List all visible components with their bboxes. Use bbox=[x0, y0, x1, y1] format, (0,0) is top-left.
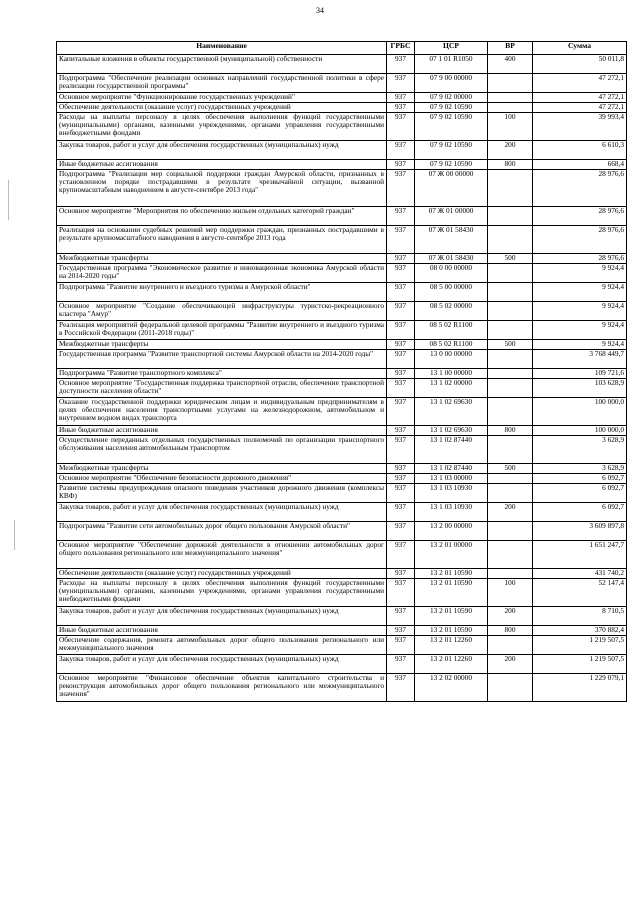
row-sum: 8 710,5 bbox=[533, 607, 627, 626]
row-sum: 9 924,4 bbox=[533, 264, 627, 283]
row-csr: 13 2 01 12260 bbox=[415, 636, 488, 655]
row-sum: 47 272,1 bbox=[533, 93, 627, 103]
row-csr: 07 1 01 R1050 bbox=[415, 55, 488, 74]
table-row bbox=[57, 398, 627, 426]
row-sum: 100 000,0 bbox=[533, 426, 627, 436]
row-csr: 13 2 02 00000 bbox=[415, 674, 488, 702]
table-row bbox=[57, 484, 627, 503]
row-name: Обеспечение деятельности (оказание услуг) государственных учреждений bbox=[57, 569, 387, 579]
header-grbs: ГРБС bbox=[387, 42, 415, 55]
row-name: Подпрограмма "Развитие транспортного комплекса" bbox=[57, 369, 387, 379]
row-grbs: 937 bbox=[387, 226, 415, 254]
row-vr bbox=[488, 321, 533, 340]
header-sum: Сумма bbox=[533, 42, 627, 55]
row-grbs: 937 bbox=[387, 607, 415, 626]
row-sum: 28 976,6 bbox=[533, 170, 627, 207]
table-row bbox=[57, 464, 627, 474]
row-vr bbox=[488, 569, 533, 579]
row-sum: 3 609 897,8 bbox=[533, 522, 627, 541]
row-sum: 28 976,6 bbox=[533, 226, 627, 254]
row-name: Основное мероприятие "Мероприятия по обеспечению жильем отдельных категорий граждан" bbox=[57, 207, 387, 226]
table-row bbox=[57, 160, 627, 170]
header-vr: ВР bbox=[488, 42, 533, 55]
row-csr: 08 0 00 00000 bbox=[415, 264, 488, 283]
row-csr: 13 1 00 00000 bbox=[415, 369, 488, 379]
row-sum: 9 924,4 bbox=[533, 340, 627, 350]
row-csr: 13 0 00 00000 bbox=[415, 350, 488, 369]
row-vr bbox=[488, 226, 533, 254]
row-sum: 3 628,9 bbox=[533, 436, 627, 464]
row-vr bbox=[488, 264, 533, 283]
row-sum: 109 721,6 bbox=[533, 369, 627, 379]
row-csr: 07 Ж 00 00000 bbox=[415, 170, 488, 207]
row-csr: 13 2 01 10590 bbox=[415, 607, 488, 626]
row-grbs: 937 bbox=[387, 379, 415, 398]
row-vr: 200 bbox=[488, 655, 533, 674]
table-row bbox=[57, 264, 627, 283]
row-name: Основное мероприятие "Обеспечение безопасности дорожного движения" bbox=[57, 474, 387, 484]
row-grbs: 937 bbox=[387, 464, 415, 474]
row-name: Подпрограмма "Развитие внутреннего и въездного туризма в Амурской области" bbox=[57, 283, 387, 302]
row-name: Расходы на выплаты персоналу в целях обеспечения выполнения функций государственными (муниципальными) органами, казенными учреждениями, органами управления государственными внебюджетными фондами bbox=[57, 579, 387, 607]
row-grbs: 937 bbox=[387, 113, 415, 141]
row-csr: 13 2 01 00000 bbox=[415, 541, 488, 569]
row-grbs: 937 bbox=[387, 655, 415, 674]
table-row bbox=[57, 141, 627, 160]
row-name: Закупка товаров, работ и услуг для обеспечения государственных (муниципальных) нужд bbox=[57, 141, 387, 160]
row-name: Осуществление переданных отдельных государственных полномочий по организации транспортного обслуживания населения автомобильным транспортом bbox=[57, 436, 387, 464]
row-csr: 08 5 02 R1100 bbox=[415, 321, 488, 340]
row-vr bbox=[488, 674, 533, 702]
row-vr: 200 bbox=[488, 141, 533, 160]
table-row bbox=[57, 55, 627, 74]
row-sum: 100 000,0 bbox=[533, 398, 627, 426]
row-name: Реализация мероприятий федеральной целевой программы "Развитие внутреннего и въездного туризма в Российской Федерации (2011-2018 годы)" bbox=[57, 321, 387, 340]
row-grbs: 937 bbox=[387, 74, 415, 93]
row-sum: 1 229 079,1 bbox=[533, 674, 627, 702]
row-grbs: 937 bbox=[387, 426, 415, 436]
table-row bbox=[57, 636, 627, 655]
row-name: Иные бюджетные ассигнования bbox=[57, 160, 387, 170]
row-vr bbox=[488, 302, 533, 321]
row-sum: 431 740,2 bbox=[533, 569, 627, 579]
row-grbs: 937 bbox=[387, 141, 415, 160]
row-sum: 52 147,4 bbox=[533, 579, 627, 607]
table-row bbox=[57, 436, 627, 464]
row-grbs: 937 bbox=[387, 369, 415, 379]
row-csr: 13 1 02 87440 bbox=[415, 464, 488, 474]
row-vr bbox=[488, 398, 533, 426]
table-row bbox=[57, 350, 627, 369]
row-vr bbox=[488, 541, 533, 569]
row-sum: 1 219 507,5 bbox=[533, 636, 627, 655]
row-name: Развитие системы предупреждения опасного поведения участников дорожного движения (комплексы КВФ) bbox=[57, 484, 387, 503]
table-row bbox=[57, 503, 627, 522]
row-sum: 103 628,9 bbox=[533, 379, 627, 398]
row-csr: 07 9 02 10590 bbox=[415, 160, 488, 170]
table-row bbox=[57, 626, 627, 636]
scan-artifact bbox=[8, 180, 9, 220]
row-csr: 07 Ж 01 58430 bbox=[415, 226, 488, 254]
row-name: Закупка товаров, работ и услуг для обеспечения государственных (муниципальных) нужд bbox=[57, 607, 387, 626]
row-grbs: 937 bbox=[387, 579, 415, 607]
row-name: Оказание государственной поддержки юридическим лицам и индивидуальным предпринимателям в целях обеспечения населения транспортными услугами на железнодорожном, автомобильном и внутреннем водном видах транспорта bbox=[57, 398, 387, 426]
row-csr: 13 1 02 69630 bbox=[415, 398, 488, 426]
table-row bbox=[57, 113, 627, 141]
row-csr: 07 9 02 00000 bbox=[415, 93, 488, 103]
row-grbs: 937 bbox=[387, 55, 415, 74]
row-sum: 6 610,3 bbox=[533, 141, 627, 160]
row-sum: 39 993,4 bbox=[533, 113, 627, 141]
row-csr: 08 5 02 R1100 bbox=[415, 340, 488, 350]
row-sum: 9 924,4 bbox=[533, 283, 627, 302]
row-vr bbox=[488, 350, 533, 369]
row-grbs: 937 bbox=[387, 569, 415, 579]
row-name: Обеспечение содержания, ремонта автомобильных дорог общего пользования регионального или межмуниципального значения bbox=[57, 636, 387, 655]
row-grbs: 937 bbox=[387, 283, 415, 302]
table-row bbox=[57, 93, 627, 103]
row-vr bbox=[488, 369, 533, 379]
row-sum: 28 976,6 bbox=[533, 254, 627, 264]
row-sum: 6 092,7 bbox=[533, 484, 627, 503]
row-grbs: 937 bbox=[387, 474, 415, 484]
row-grbs: 937 bbox=[387, 170, 415, 207]
row-name: Закупка товаров, работ и услуг для обеспечения государственных (муниципальных) нужд bbox=[57, 655, 387, 674]
row-grbs: 937 bbox=[387, 340, 415, 350]
row-name: Реализация на основании судебных решений мер поддержки граждан, признанных пострадавшими в результате крупномасштабного наводнения в августе-сентябре 2013 года bbox=[57, 226, 387, 254]
row-vr: 200 bbox=[488, 503, 533, 522]
row-grbs: 937 bbox=[387, 103, 415, 113]
row-csr: 07 9 00 00000 bbox=[415, 74, 488, 93]
table-row bbox=[57, 474, 627, 484]
row-name: Межбюджетные трансферты bbox=[57, 340, 387, 350]
row-sum: 1 651 247,7 bbox=[533, 541, 627, 569]
row-sum: 3 768 449,7 bbox=[533, 350, 627, 369]
row-name: Основное мероприятие "Функционирование государственных учреждений" bbox=[57, 93, 387, 103]
row-name: Государственная программа "Экономическое развитие и инновационная экономика Амурской области на 2014-2020 годы" bbox=[57, 264, 387, 283]
row-name: Иные бюджетные ассигнования bbox=[57, 626, 387, 636]
row-name: Закупка товаров, работ и услуг для обеспечения государственных (муниципальных) нужд bbox=[57, 503, 387, 522]
row-csr: 13 2 01 10590 bbox=[415, 569, 488, 579]
table-row bbox=[57, 426, 627, 436]
table-row bbox=[57, 254, 627, 264]
row-csr: 07 Ж 01 58430 bbox=[415, 254, 488, 264]
table-row bbox=[57, 170, 627, 207]
table-row bbox=[57, 579, 627, 607]
row-grbs: 937 bbox=[387, 636, 415, 655]
table-row bbox=[57, 541, 627, 569]
table-row bbox=[57, 522, 627, 541]
row-vr bbox=[488, 436, 533, 464]
row-name: Иные бюджетные ассигнования bbox=[57, 426, 387, 436]
row-name: Подпрограмма "Развитие сети автомобильных дорог общего пользования Амурской области" bbox=[57, 522, 387, 541]
row-name: Основное мероприятие "Финансовое обеспечение объектов капитального строительства и реконструкция автомобильных дорог общего пользования регионального или межмуниципального значения" bbox=[57, 674, 387, 702]
row-name: Капитальные вложения в объекты государственной (муниципальной) собственности bbox=[57, 55, 387, 74]
table-row bbox=[57, 569, 627, 579]
row-name: Расходы на выплаты персоналу в целях обеспечения выполнения функций государственными (муниципальными) органами, казенными учреждениями, органами управления государственными внебюджетными фондами bbox=[57, 113, 387, 141]
table-body bbox=[57, 55, 627, 702]
row-grbs: 937 bbox=[387, 398, 415, 426]
row-vr: 400 bbox=[488, 55, 533, 74]
row-name: Основное мероприятие "Обеспечение дорожной деятельности в отношении автомобильных дорог общего пользования регионального или межмуниципального значения" bbox=[57, 541, 387, 569]
row-sum: 3 628,9 bbox=[533, 464, 627, 474]
row-grbs: 937 bbox=[387, 503, 415, 522]
row-name: Подпрограмма "Обеспечение реализации основных направлений государственной политики в сфере реализации государственной программы" bbox=[57, 74, 387, 93]
row-grbs: 937 bbox=[387, 626, 415, 636]
row-csr: 07 9 02 10590 bbox=[415, 141, 488, 160]
table-row bbox=[57, 103, 627, 113]
row-vr: 800 bbox=[488, 160, 533, 170]
row-grbs: 937 bbox=[387, 302, 415, 321]
row-vr: 100 bbox=[488, 579, 533, 607]
row-csr: 13 2 01 10590 bbox=[415, 579, 488, 607]
row-sum: 9 924,4 bbox=[533, 321, 627, 340]
row-grbs: 937 bbox=[387, 207, 415, 226]
row-vr bbox=[488, 74, 533, 93]
table-row bbox=[57, 283, 627, 302]
row-csr: 08 5 02 00000 bbox=[415, 302, 488, 321]
table-row bbox=[57, 207, 627, 226]
table-row bbox=[57, 321, 627, 340]
row-vr bbox=[488, 207, 533, 226]
row-vr: 500 bbox=[488, 464, 533, 474]
row-csr: 13 2 01 12260 bbox=[415, 655, 488, 674]
row-grbs: 937 bbox=[387, 93, 415, 103]
row-csr: 13 1 03 10930 bbox=[415, 503, 488, 522]
row-csr: 07 9 02 10590 bbox=[415, 103, 488, 113]
row-grbs: 937 bbox=[387, 436, 415, 464]
row-csr: 13 2 01 10590 bbox=[415, 626, 488, 636]
row-grbs: 937 bbox=[387, 484, 415, 503]
row-vr bbox=[488, 522, 533, 541]
row-vr: 200 bbox=[488, 607, 533, 626]
row-name: Государственная программа "Развитие транспортной системы Амурской области на 2014-2020 годы" bbox=[57, 350, 387, 369]
row-grbs: 937 bbox=[387, 522, 415, 541]
row-name: Межбюджетные трансферты bbox=[57, 464, 387, 474]
row-vr bbox=[488, 170, 533, 207]
row-vr bbox=[488, 103, 533, 113]
row-vr: 100 bbox=[488, 113, 533, 141]
row-vr bbox=[488, 636, 533, 655]
table-row bbox=[57, 607, 627, 626]
table-row bbox=[57, 74, 627, 93]
row-csr: 07 9 02 10590 bbox=[415, 113, 488, 141]
page-number: 34 bbox=[316, 6, 324, 15]
row-grbs: 937 bbox=[387, 264, 415, 283]
row-vr bbox=[488, 93, 533, 103]
row-sum: 6 092,7 bbox=[533, 503, 627, 522]
row-sum: 47 272,1 bbox=[533, 74, 627, 93]
row-vr: 800 bbox=[488, 626, 533, 636]
row-csr: 13 1 02 87440 bbox=[415, 436, 488, 464]
row-name: Межбюджетные трансферты bbox=[57, 254, 387, 264]
header-name: Наименование bbox=[57, 42, 387, 55]
row-name: Обеспечение деятельности (оказание услуг) государственных учреждений bbox=[57, 103, 387, 113]
row-sum: 50 011,8 bbox=[533, 55, 627, 74]
row-sum: 28 976,6 bbox=[533, 207, 627, 226]
row-sum: 9 924,4 bbox=[533, 302, 627, 321]
budget-table bbox=[56, 41, 627, 702]
row-sum: 1 219 507,5 bbox=[533, 655, 627, 674]
row-csr: 13 1 02 00000 bbox=[415, 379, 488, 398]
row-sum: 47 272,1 bbox=[533, 103, 627, 113]
row-csr: 13 1 03 00000 bbox=[415, 474, 488, 484]
row-vr: 500 bbox=[488, 340, 533, 350]
row-csr: 13 1 02 69630 bbox=[415, 426, 488, 436]
table-row bbox=[57, 674, 627, 702]
row-grbs: 937 bbox=[387, 321, 415, 340]
header-csr: ЦСР bbox=[415, 42, 488, 55]
table-row bbox=[57, 340, 627, 350]
row-vr bbox=[488, 474, 533, 484]
table-header-row bbox=[57, 42, 627, 55]
table-row bbox=[57, 226, 627, 254]
row-grbs: 937 bbox=[387, 350, 415, 369]
row-grbs: 937 bbox=[387, 541, 415, 569]
row-csr: 07 Ж 01 00000 bbox=[415, 207, 488, 226]
row-vr bbox=[488, 379, 533, 398]
scan-artifact bbox=[14, 520, 15, 550]
row-csr: 13 1 03 10930 bbox=[415, 484, 488, 503]
row-vr bbox=[488, 484, 533, 503]
row-vr bbox=[488, 283, 533, 302]
row-sum: 668,4 bbox=[533, 160, 627, 170]
table-row bbox=[57, 379, 627, 398]
row-vr: 500 bbox=[488, 254, 533, 264]
table-row bbox=[57, 302, 627, 321]
row-grbs: 937 bbox=[387, 254, 415, 264]
table-row bbox=[57, 369, 627, 379]
row-csr: 08 5 00 00000 bbox=[415, 283, 488, 302]
row-name: Основное мероприятие "Государственная поддержка транспортной отрасли, обеспечение транспортной доступности населения области" bbox=[57, 379, 387, 398]
row-sum: 370 882,4 bbox=[533, 626, 627, 636]
table-row bbox=[57, 655, 627, 674]
row-name: Основное мероприятие "Создание обеспечивающей инфраструктуры туристско-рекреационного кластера "Амур" bbox=[57, 302, 387, 321]
row-name: Подпрограмма "Реализация мер социальной поддержки граждан Амурской области, признанных в установленном порядке пострадавшими в результате чрезвычайной ситуации, вызванной крупномасштабным наводнением в августе-сентябре 2013 года" bbox=[57, 170, 387, 207]
row-sum: 6 092,7 bbox=[533, 474, 627, 484]
row-grbs: 937 bbox=[387, 160, 415, 170]
row-grbs: 937 bbox=[387, 674, 415, 702]
row-csr: 13 2 00 00000 bbox=[415, 522, 488, 541]
row-vr: 800 bbox=[488, 426, 533, 436]
